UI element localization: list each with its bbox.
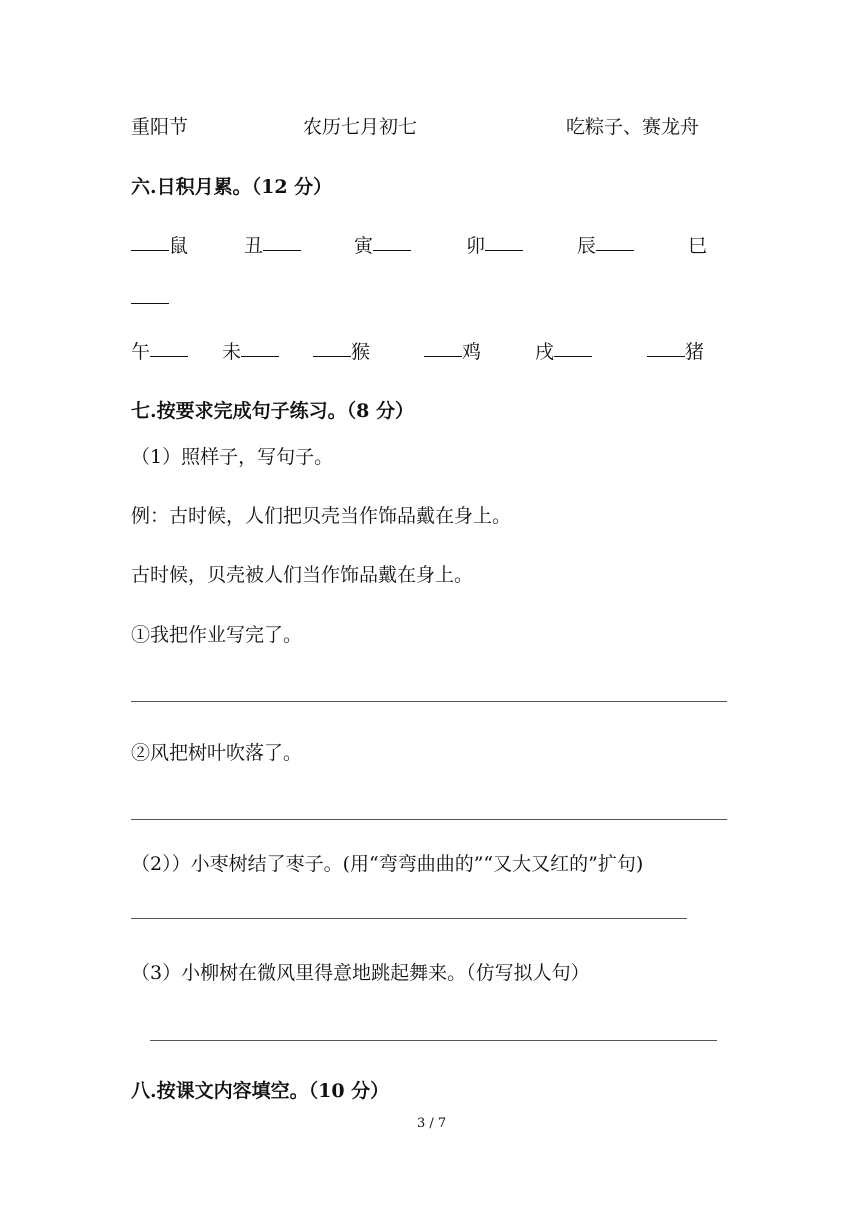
blank-line <box>647 355 685 357</box>
zodiac-blank-1 <box>131 237 188 256</box>
answer-line-1[interactable] <box>131 701 727 702</box>
answer-line-2[interactable] <box>131 819 727 820</box>
answer-line-3[interactable] <box>131 918 687 919</box>
blank-line <box>485 249 523 251</box>
zodiac-rooster: 鸡 <box>462 341 482 363</box>
festival-custom: 吃粽子、赛龙舟 <box>566 116 700 138</box>
exercise-sentence-2: ②风把树叶吹落了。 <box>131 742 303 764</box>
zodiac-dragon: 辰 <box>577 235 597 257</box>
blank-line <box>313 355 351 357</box>
question-1-prompt: （1）照样子，写句子。 <box>131 446 334 468</box>
zodiac-blank-4 <box>466 237 523 256</box>
blank-line <box>424 355 462 357</box>
zodiac-blank-12 <box>647 343 704 362</box>
question-2-prompt: （2））小枣树结了枣子。(用“弯弯曲曲的”“又大又红的”扩句) <box>131 853 644 875</box>
zodiac-blank-7 <box>131 343 188 362</box>
section-8-heading: 八.按课文内容填空。（10 分） <box>131 1080 390 1102</box>
zodiac-goat: 未 <box>222 341 242 363</box>
page-number: 3 / 7 <box>417 1116 447 1131</box>
festival-date: 农历七月初七 <box>303 116 418 138</box>
zodiac-blank-2 <box>244 237 301 256</box>
blank-line <box>373 249 411 251</box>
zodiac-monkey: 猴 <box>351 341 371 363</box>
blank-line <box>131 302 169 304</box>
blank-line <box>554 355 592 357</box>
zodiac-ox: 丑 <box>244 235 264 257</box>
zodiac-rat: 鼠 <box>169 235 189 257</box>
zodiac-pig: 猪 <box>685 341 705 363</box>
blank-line <box>150 355 188 357</box>
zodiac-blank-10 <box>424 343 481 362</box>
zodiac-blank-9 <box>313 343 370 362</box>
question-3-prompt: （3）小柳树在微风里得意地跳起舞来。（仿写拟人句） <box>131 962 590 984</box>
festival-name: 重阳节 <box>131 116 189 138</box>
example-answer: 古时候，贝壳被人们当作饰品戴在身上。 <box>131 564 474 586</box>
blank-line <box>131 249 169 251</box>
zodiac-blank-5 <box>577 237 634 256</box>
answer-line-4[interactable] <box>150 1040 717 1041</box>
zodiac-blank-6 <box>131 290 169 309</box>
zodiac-blank-11 <box>535 343 592 362</box>
section-7-heading: 七.按要求完成句子练习。（8 分） <box>131 400 414 422</box>
blank-line <box>596 249 634 251</box>
example-sentence: 例：古时候，人们把贝壳当作饰品戴在身上。 <box>131 505 512 527</box>
zodiac-horse: 午 <box>131 341 151 363</box>
zodiac-blank-3 <box>354 237 411 256</box>
blank-line <box>263 249 301 251</box>
blank-line <box>241 355 279 357</box>
zodiac-tiger: 寅 <box>354 235 374 257</box>
section-6-heading: 六.日积月累。（12 分） <box>131 176 333 198</box>
zodiac-rabbit: 卯 <box>466 235 486 257</box>
zodiac-blank-8 <box>222 343 279 362</box>
zodiac-dog: 戌 <box>535 341 555 363</box>
zodiac-snake: 巳 <box>688 235 708 257</box>
exercise-sentence-1: ①我把作业写完了。 <box>131 624 303 646</box>
